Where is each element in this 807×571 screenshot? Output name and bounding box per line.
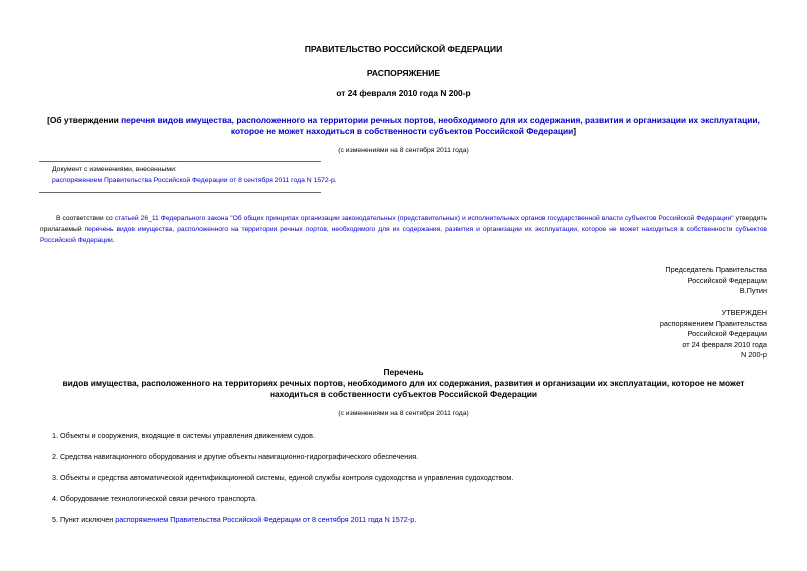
body-part2: утвердить прилагаемый [40,215,767,233]
document-type: РАСПОРЯЖЕНИЕ [366,68,441,78]
approved-line1: УТВЕРЖДЕН [721,308,767,317]
list-item: 3. Объекты и средства автоматической идентификационной системы, единой службы контроля судоходства и управления судоходством. [52,473,514,482]
title-prefix: [Об утверждении [47,115,122,125]
government-name: ПРАВИТЕЛЬСТВО РОССИЙСКОЙ ФЕДЕРАЦИИ [304,44,503,54]
document-date-number: от 24 февраля 2010 года N 200-р [336,88,471,98]
signature-line3: В.Путин [739,286,767,295]
item5-suffix: . [414,515,417,524]
list-item-5 [52,515,416,524]
federal-law-link[interactable]: статьей 26_11 Федерального закона "Об общих принципах организации законодательных (представительных) и исполнительных органов государственной власти субъектов Российской Федерации" [114,215,734,222]
title-suffix: ] [573,126,577,136]
changes-note: (с изменениями на 8 сентября 2011 года) [338,147,469,154]
amendments-link[interactable]: распоряжением Правительства Российской Федерации от 8 сентября 2011 года N 1572-р [52,177,335,184]
list-item: 1. Объекты и сооружения, входящие в системы управления движением судов. [52,431,315,440]
list-item: 4. Оборудование технологической связи речного транспорта. [52,494,258,503]
approved-line2: распоряжением Правительства [659,318,767,328]
divider-top [39,161,321,162]
title-link[interactable]: перечня видов имущества, расположенного на территории речных портов, необходимого для их содержания, развития и организации их эксплуатации, которое не может находиться в собственности субъектов Российской Федерации [121,115,760,136]
amendments-label: Документ с изменениями, внесенными: [52,166,177,173]
document-title [40,115,767,137]
body-part1: В соответствии со [56,215,115,222]
signature-line1: Председатель Правительства [665,265,767,274]
divider-bottom [39,192,321,193]
approved-line3: Российской Федерации [687,329,767,338]
body-part3: . [112,237,115,244]
list-item: 2. Средства навигационного оборудования и другие объекты навигационно-гидрографического обеспечения. [52,452,419,461]
signature-line2: Российской Федерации [687,275,767,285]
approved-block [660,308,767,361]
list-title: Перечень [383,367,424,377]
list-changes-note: (с изменениями на 8 сентября 2011 года) [338,410,469,417]
amendments-suffix: . [334,177,337,184]
body-paragraph [40,213,767,246]
approved-line4: от 24 февраля 2010 года [682,339,767,349]
item5-link[interactable]: распоряжением Правительства Российской Федерации от 8 сентября 2011 года N 1572-р [115,515,415,524]
item5-prefix: 5. Пункт исключен [52,515,116,524]
list-link[interactable]: перечень видов имущества, расположенного на территории речных портов, необходимого для их содержания, развития и организации их эксплуатации, которое не может находиться в собственности субъектов Российской Федерации [40,226,767,244]
signature-block [665,265,767,297]
list-subtitle: видов имущества, расположенного на территориях речных портов, необходимого для их содержания, развития и организации их эксплуатации, которое не может находиться в собственности субъектов Российской Федерации [62,378,745,399]
amendments-line [52,177,337,184]
approved-line5: N 200-р [741,350,767,359]
